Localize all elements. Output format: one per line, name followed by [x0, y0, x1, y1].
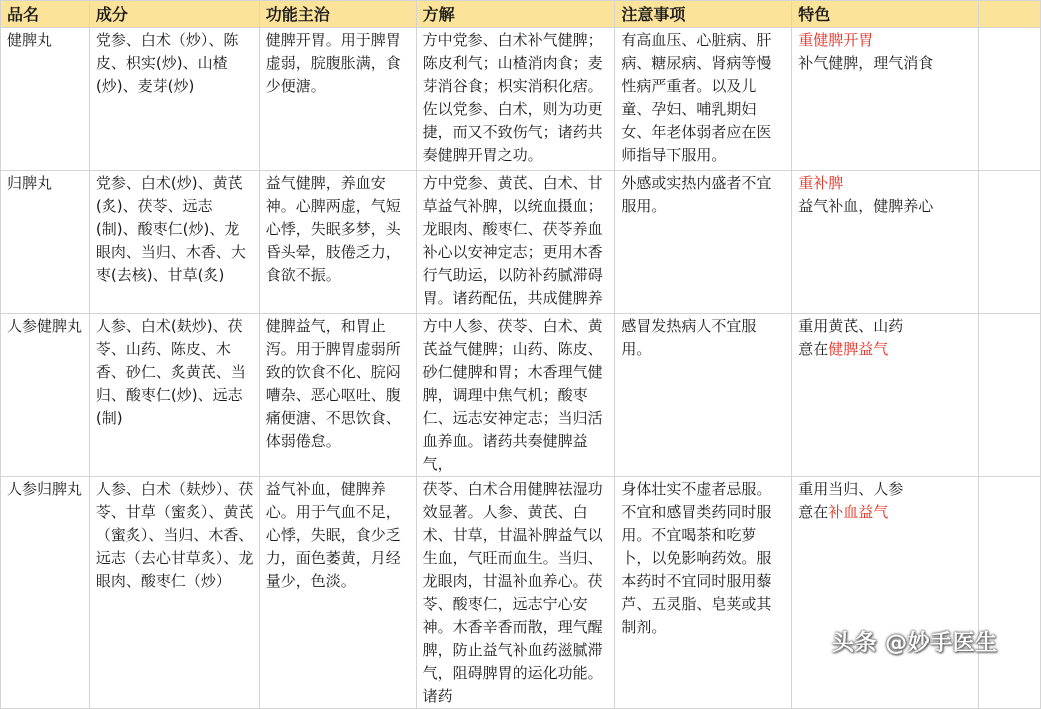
feature-highlight: 重健脾开胃: [798, 31, 874, 49]
header-analysis[interactable]: 方解: [416, 1, 615, 28]
feature-text: 益气补血，健脾养心: [798, 197, 934, 215]
cell-function[interactable]: 健脾益气，和胃止泻。用于脾胃虚弱所致的饮食不化、脘闷嘈杂、恶心呕吐、腹痛便溏、不思饮食、体弱倦怠。: [259, 314, 416, 477]
header-row: [1, 1, 1041, 28]
feature-highlight: 健脾益气: [828, 340, 889, 358]
header-feature[interactable]: 特色: [792, 1, 979, 28]
cell-empty[interactable]: [979, 28, 1041, 171]
cell-ingredients[interactable]: 党参、白术（炒）、陈皮、枳实(炒)、山楂(炒)、麦芽(炒): [89, 28, 259, 171]
feature-prefix: 重用黄芪、山药: [798, 317, 904, 335]
cell-caution[interactable]: 有高血压、心脏病、肝病、糖尿病、肾病等慢性病严重者。以及儿童、孕妇、哺乳期妇女、年老体弱者应在医师指导下服用。: [615, 28, 792, 171]
feature-text: 补气健脾，理气消食: [798, 54, 934, 72]
cell-name[interactable]: 归脾丸: [1, 171, 90, 314]
cell-ingredients[interactable]: 人参、白术(麸炒)、茯苓、山药、陈皮、木香、砂仁、炙黄芪、当归、酸枣仁(炒)、远志(制): [89, 314, 259, 477]
cell-analysis[interactable]: 方中党参、黄芪、白术、甘草益气补脾，以统血摄血；龙眼肉、酸枣仁、茯苓养血补心以安神定志；更用木香行气助运，以防补药腻滞碍胃。诸药配伍，共成健脾养: [416, 171, 615, 314]
table-row: [1, 477, 1041, 709]
cell-analysis[interactable]: 方中党参、白术补气健脾；陈皮利气；山楂消肉食；麦芽消谷食；枳实消积化痞。佐以党参、白术，则为功更捷，而又不致伤气；诸药共奏健脾开胃之功。: [416, 28, 615, 171]
cell-name[interactable]: 健脾丸: [1, 28, 90, 171]
feature-mid: 意在: [798, 503, 829, 521]
cell-function[interactable]: 健脾开胃。用于脾胃虚弱，脘腹胀满，食少便溏。: [259, 28, 416, 171]
cell-caution[interactable]: 身体壮实不虚者忌服。不宜和感冒类药同时服用。不宜喝茶和吃萝卜，以免影响药效。服本药时不宜同时服用藜芦、五灵脂、皂荚或其制剂。: [615, 477, 792, 709]
cell-analysis[interactable]: 茯苓、白术合用健脾祛湿功效显著。人参、黄芪、白术、甘草，甘温补脾益气以生血，气旺而血生。当归、龙眼肉，甘温补血养心。茯苓、酸枣仁，远志宁心安神。木香辛香而散，理气醒脾，防止益气补血药滋腻滞气，阻碍脾胃的运化功能。诸药: [416, 477, 615, 709]
cell-feature[interactable]: [792, 171, 979, 314]
cell-function[interactable]: 益气健脾，养血安神。心脾两虚，气短心悸，失眠多梦，头昏头晕，肢倦乏力，食欲不振。: [259, 171, 416, 314]
cell-empty[interactable]: [979, 314, 1041, 477]
cell-feature[interactable]: [792, 477, 979, 709]
cell-empty[interactable]: [979, 171, 1041, 314]
cell-name[interactable]: 人参健脾丸: [1, 314, 90, 477]
feature-mid: 意在: [798, 340, 829, 358]
feature-prefix: 重用当归、人参: [798, 480, 904, 498]
cell-feature[interactable]: [792, 28, 979, 171]
header-caution[interactable]: 注意事项: [615, 1, 792, 28]
watermark-text: 头条 @妙手医生: [832, 631, 998, 656]
cell-caution[interactable]: 感冒发热病人不宜服用。: [615, 314, 792, 477]
cell-function[interactable]: 益气补血，健脾养心。用于气血不足，心悸，失眠，食少乏力，面色萎黄，月经量少，色淡。: [259, 477, 416, 709]
header-ingredients[interactable]: 成分: [89, 1, 259, 28]
feature-highlight: 重补脾: [798, 174, 844, 192]
table-row: [1, 28, 1041, 171]
cell-empty[interactable]: [979, 477, 1041, 709]
cell-ingredients[interactable]: 党参、白术(炒)、黄芪(炙)、茯苓、远志(制)、酸枣仁(炒)、龙眼肉、当归、木香、大枣(去核)、甘草(炙): [89, 171, 259, 314]
cell-name[interactable]: 人参归脾丸: [1, 477, 90, 709]
feature-highlight: 补血益气: [828, 503, 889, 521]
feature-line: [798, 338, 973, 361]
feature-line: [798, 501, 973, 524]
cell-feature[interactable]: [792, 314, 979, 477]
header-function[interactable]: 功能主治: [259, 1, 416, 28]
cell-analysis[interactable]: 方中人参、茯苓、白术、黄芪益气健脾；山药、陈皮、砂仁健脾和胃；木香理气健脾，调理中焦气机；酸枣仁、远志安神定志；当归活血养血。诸药共奏健脾益气，: [416, 314, 615, 477]
header-empty[interactable]: [979, 1, 1041, 28]
cell-ingredients[interactable]: 人参、白术（麸炒）、茯苓、甘草（蜜炙）、黄芪（蜜炙）、当归、木香、远志（去心甘草炙）、龙眼肉、酸枣仁（炒）: [89, 477, 259, 709]
cell-caution[interactable]: 外感或实热内盛者不宜服用。: [615, 171, 792, 314]
header-name[interactable]: 品名: [1, 1, 90, 28]
table-row: [1, 171, 1041, 314]
table-row: [1, 314, 1041, 477]
